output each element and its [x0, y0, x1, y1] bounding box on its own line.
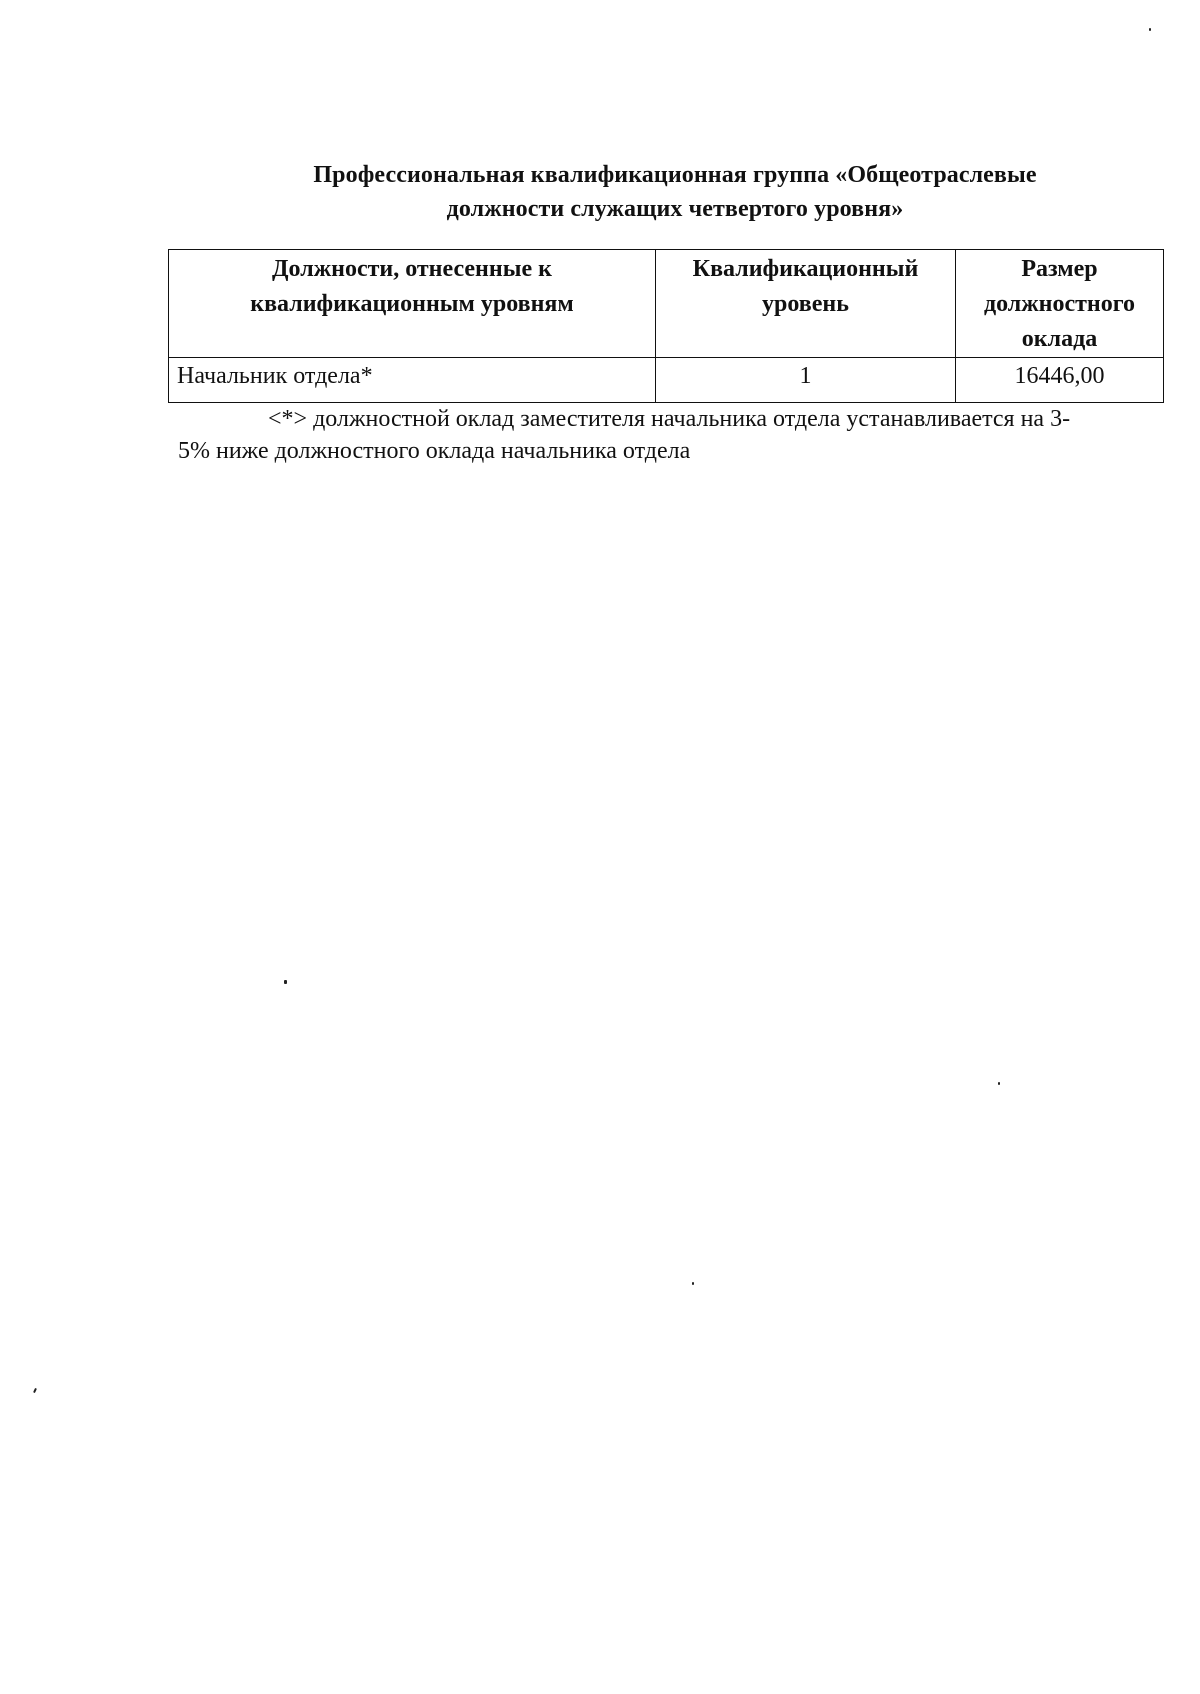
cell-salary: 16446,00 — [956, 358, 1164, 403]
table-row — [169, 358, 1164, 403]
header-salary-line-2: должностного — [983, 291, 1136, 317]
cell-position: Начальник отдела* — [169, 358, 656, 403]
scan-speck — [692, 1282, 694, 1285]
scan-speck — [998, 1082, 1000, 1085]
header-salary-line-1: Размер — [1021, 256, 1098, 282]
header-positions-line-2: квалификационным уровням — [250, 291, 574, 317]
header-salary-line-3: оклада — [1021, 326, 1098, 352]
header-qualification-level — [656, 250, 956, 358]
header-positions — [169, 250, 656, 358]
scan-speck — [1149, 28, 1151, 31]
table-header-row — [169, 250, 1164, 358]
scan-speck — [284, 980, 287, 984]
title-line-2: должности служащих четвертого уровня» — [446, 196, 904, 222]
cell-level: 1 — [656, 358, 956, 403]
footnote-line-2: 5% ниже должностного оклада начальника отдела — [178, 438, 691, 464]
document-title — [240, 158, 1110, 226]
title-line-1: Профессиональная квалификационная группа «Общеотраслевые — [313, 162, 1037, 188]
header-level-line-1: Квалификационный — [692, 256, 919, 282]
header-salary — [956, 250, 1164, 358]
header-level-line-2: уровень — [762, 291, 849, 317]
header-positions-line-1: Должности, отнесенные к — [272, 256, 552, 282]
footnote-line-1: <*> должностной оклад заместителя начальника отдела устанавливается на 3- — [268, 406, 1071, 432]
footnote — [178, 403, 1168, 467]
salary-table — [168, 249, 1164, 403]
scan-speck — [33, 1388, 37, 1393]
